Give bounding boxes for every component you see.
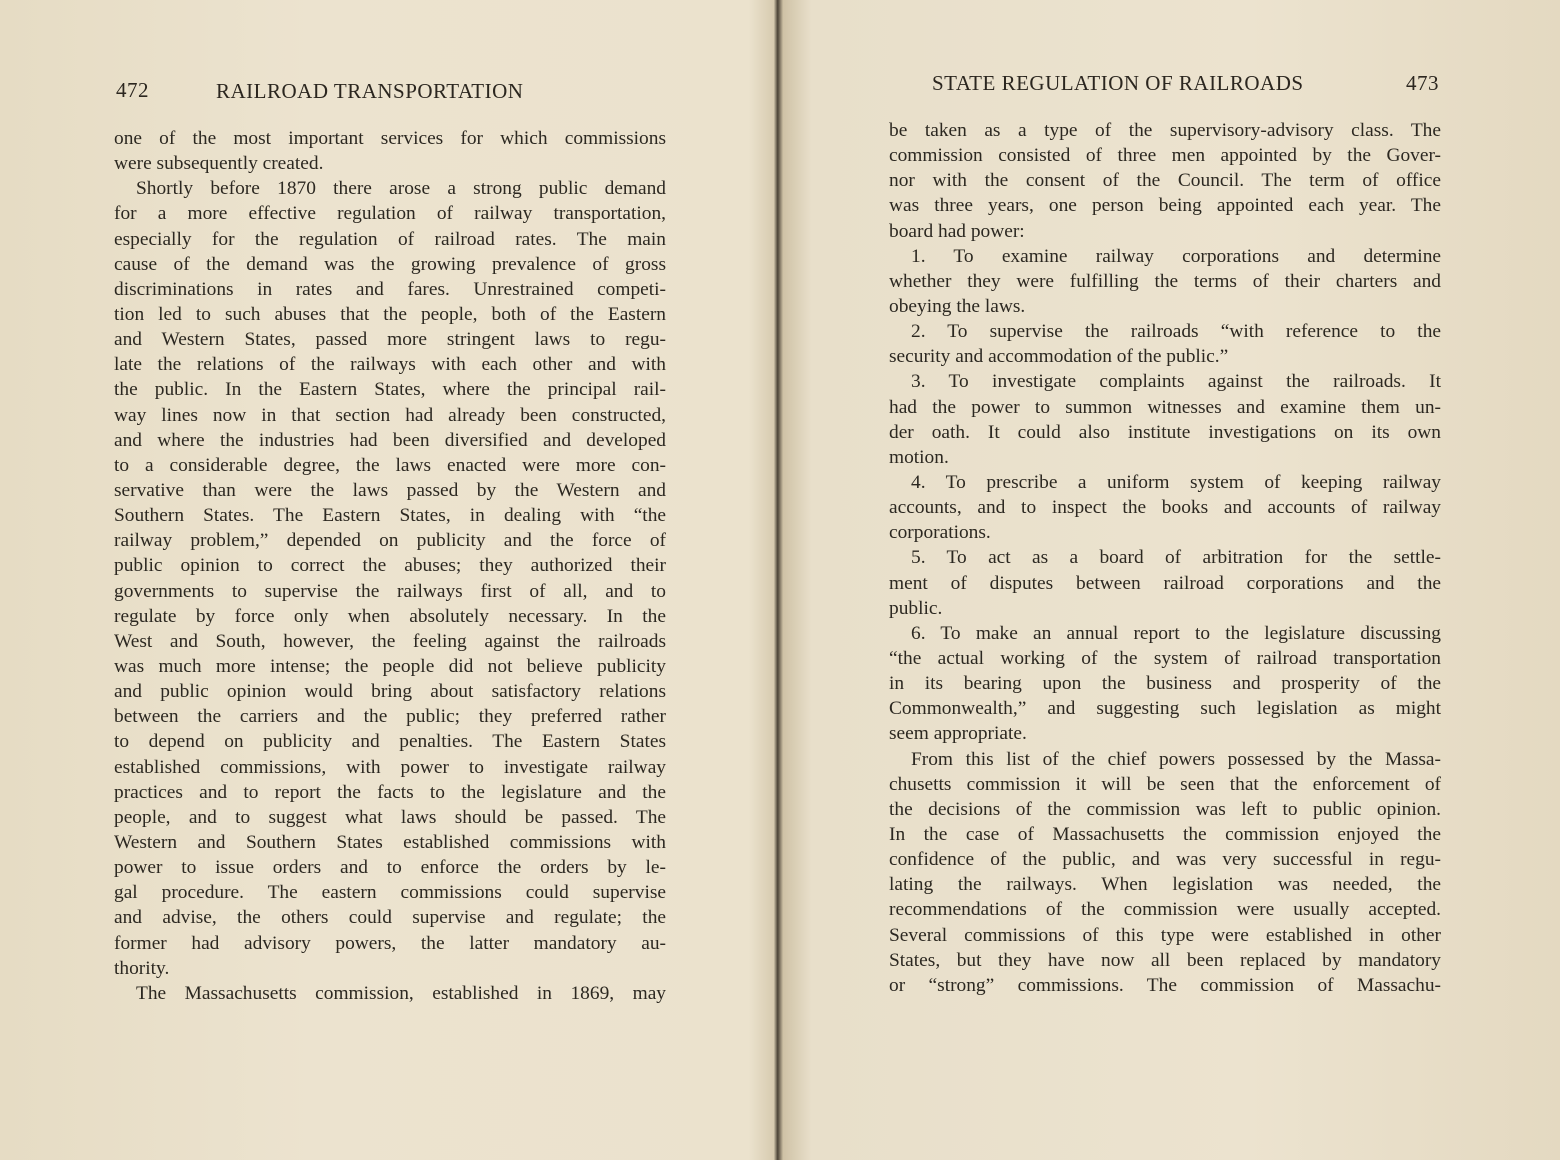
text-line: the public. In the Eastern States, where the principal rail- bbox=[114, 379, 666, 401]
text-line: board had power: bbox=[889, 220, 1025, 242]
text-line: 1. To examine railway corporations and determine bbox=[911, 245, 1441, 267]
page-number: 473 bbox=[1406, 71, 1439, 95]
text-line: late the relations of the railways with each other and with bbox=[114, 354, 666, 376]
text-line: and advise, the others could supervise and regulate; the bbox=[114, 907, 666, 929]
text-line: power to issue orders and to enforce the orders by le- bbox=[114, 857, 666, 879]
text-line: former had advisory powers, the latter mandatory au- bbox=[114, 932, 666, 954]
text-line: the decisions of the commission was left to public opinion. bbox=[889, 798, 1441, 820]
text-line: From this list of the chief powers possessed by the Massa- bbox=[911, 748, 1441, 770]
text-line: recommendations of the commission were usually accepted. bbox=[889, 899, 1441, 921]
text-line: Southern States. The Eastern States, in dealing with “the bbox=[114, 505, 666, 527]
text-line: people, and to suggest what laws should be passed. The bbox=[114, 806, 666, 828]
text-line: governments to supervise the railways first of all, and to bbox=[114, 580, 666, 602]
text-line: and where the industries had been diversified and developed bbox=[114, 429, 666, 451]
text-line: and public opinion would bring about satisfactory relations bbox=[114, 681, 666, 703]
text-line: chusetts commission it will be seen that the enforcement of bbox=[889, 773, 1441, 795]
right-page bbox=[785, 0, 1560, 1160]
text-line: in its bearing upon the business and prosperity of the bbox=[889, 673, 1441, 695]
text-line: accounts, and to inspect the books and accounts of railway bbox=[889, 497, 1441, 519]
text-line: for a more effective regulation of railway transportation, bbox=[114, 203, 666, 225]
text-line: nor with the consent of the Council. The term of office bbox=[889, 170, 1441, 192]
text-line: tion led to such abuses that the people, both of the Eastern bbox=[114, 303, 666, 325]
text-line: States, but they have now all been replaced by mandatory bbox=[889, 949, 1441, 971]
text-line: practices and to report the facts to the legislature and the bbox=[114, 781, 666, 803]
text-line: Commonwealth,” and suggesting such legislation as might bbox=[889, 698, 1441, 720]
text-line: lating the railways. When legislation was needed, the bbox=[889, 874, 1441, 896]
text-line: 2. To supervise the railroads “with reference to the bbox=[911, 321, 1441, 343]
text-line: between the carriers and the public; they preferred rather bbox=[114, 706, 666, 728]
text-line: seem appropriate. bbox=[889, 723, 1027, 745]
text-line: were subsequently created. bbox=[114, 153, 324, 175]
body-text bbox=[889, 118, 1441, 998]
left-page bbox=[0, 0, 775, 1160]
text-line: established commissions, with power to investigate railway bbox=[114, 756, 666, 778]
text-line: 6. To make an annual report to the legislature discussing bbox=[911, 622, 1441, 644]
text-line: obeying the laws. bbox=[889, 295, 1026, 317]
text-line: servative than were the laws passed by the Western and bbox=[114, 479, 666, 501]
text-line: Shortly before 1870 there arose a strong public demand bbox=[136, 178, 666, 200]
text-line: thority. bbox=[114, 957, 170, 979]
page-number: 472 bbox=[116, 78, 149, 102]
text-line: to a considerable degree, the laws enacted were more con- bbox=[114, 454, 666, 476]
text-line: be taken as a type of the supervisory-advisory class. The bbox=[889, 120, 1441, 141]
body-text bbox=[114, 126, 666, 1006]
text-line: had the power to summon witnesses and examine them un- bbox=[889, 396, 1441, 418]
text-line: public. bbox=[889, 597, 943, 619]
text-line: railway problem,” depended on publicity and the force of bbox=[114, 530, 666, 552]
running-title: RAILROAD TRANSPORTATION bbox=[216, 79, 524, 103]
text-line: especially for the regulation of railroad rates. The main bbox=[114, 228, 666, 250]
text-line: ment of disputes between railroad corporations and the bbox=[889, 572, 1441, 594]
text-line: Western and Southern States established commissions with bbox=[114, 831, 666, 853]
text-line: way lines now in that section had already been constructed, bbox=[114, 404, 666, 426]
text-line: In the case of Massachusetts the commission enjoyed the bbox=[889, 823, 1441, 845]
text-line: and Western States, passed more stringent laws to regu- bbox=[114, 329, 666, 351]
text-line: The Massachusetts commission, established in 1869, may bbox=[136, 982, 666, 1004]
text-line: was three years, one person being appointed each year. The bbox=[889, 195, 1441, 217]
text-line: der oath. It could also institute investigations on its own bbox=[889, 421, 1441, 443]
text-line: regulate by force only when absolutely necessary. In the bbox=[114, 605, 666, 627]
text-line: confidence of the public, and was very successful in regu- bbox=[889, 849, 1441, 871]
text-line: public opinion to correct the abuses; they authorized their bbox=[114, 555, 666, 577]
text-line: commission consisted of three men appointed by the Gover- bbox=[889, 145, 1441, 167]
text-line: West and South, however, the feeling against the railroads bbox=[114, 630, 666, 652]
text-line: to depend on publicity and penalties. The Eastern States bbox=[114, 731, 666, 753]
text-line: security and accommodation of the public.” bbox=[889, 346, 1229, 368]
text-line: motion. bbox=[889, 446, 949, 468]
text-line: 3. To investigate complaints against the railroads. It bbox=[911, 371, 1441, 393]
text-line: whether they were fulfilling the terms of their charters and bbox=[889, 270, 1441, 292]
running-title: STATE REGULATION OF RAILROADS bbox=[932, 71, 1304, 95]
text-line: discriminations in rates and fares. Unrestrained competi- bbox=[114, 278, 666, 300]
text-line: was much more intense; the people did not believe publicity bbox=[114, 655, 666, 677]
text-line: corporations. bbox=[889, 522, 991, 544]
text-line: 4. To prescribe a uniform system of keeping railway bbox=[911, 471, 1441, 493]
text-line: gal procedure. The eastern commissions could supervise bbox=[114, 882, 666, 904]
text-line: 5. To act as a board of arbitration for the settle- bbox=[911, 547, 1441, 569]
text-line: or “strong” commissions. The commission of Massachu- bbox=[889, 974, 1441, 996]
text-line: “the actual working of the system of railroad transportation bbox=[889, 647, 1441, 669]
text-line: cause of the demand was the growing prevalence of gross bbox=[114, 253, 666, 275]
text-line: Several commissions of this type were established in other bbox=[889, 924, 1441, 946]
text-line: one of the most important services for which commissions bbox=[114, 128, 666, 149]
